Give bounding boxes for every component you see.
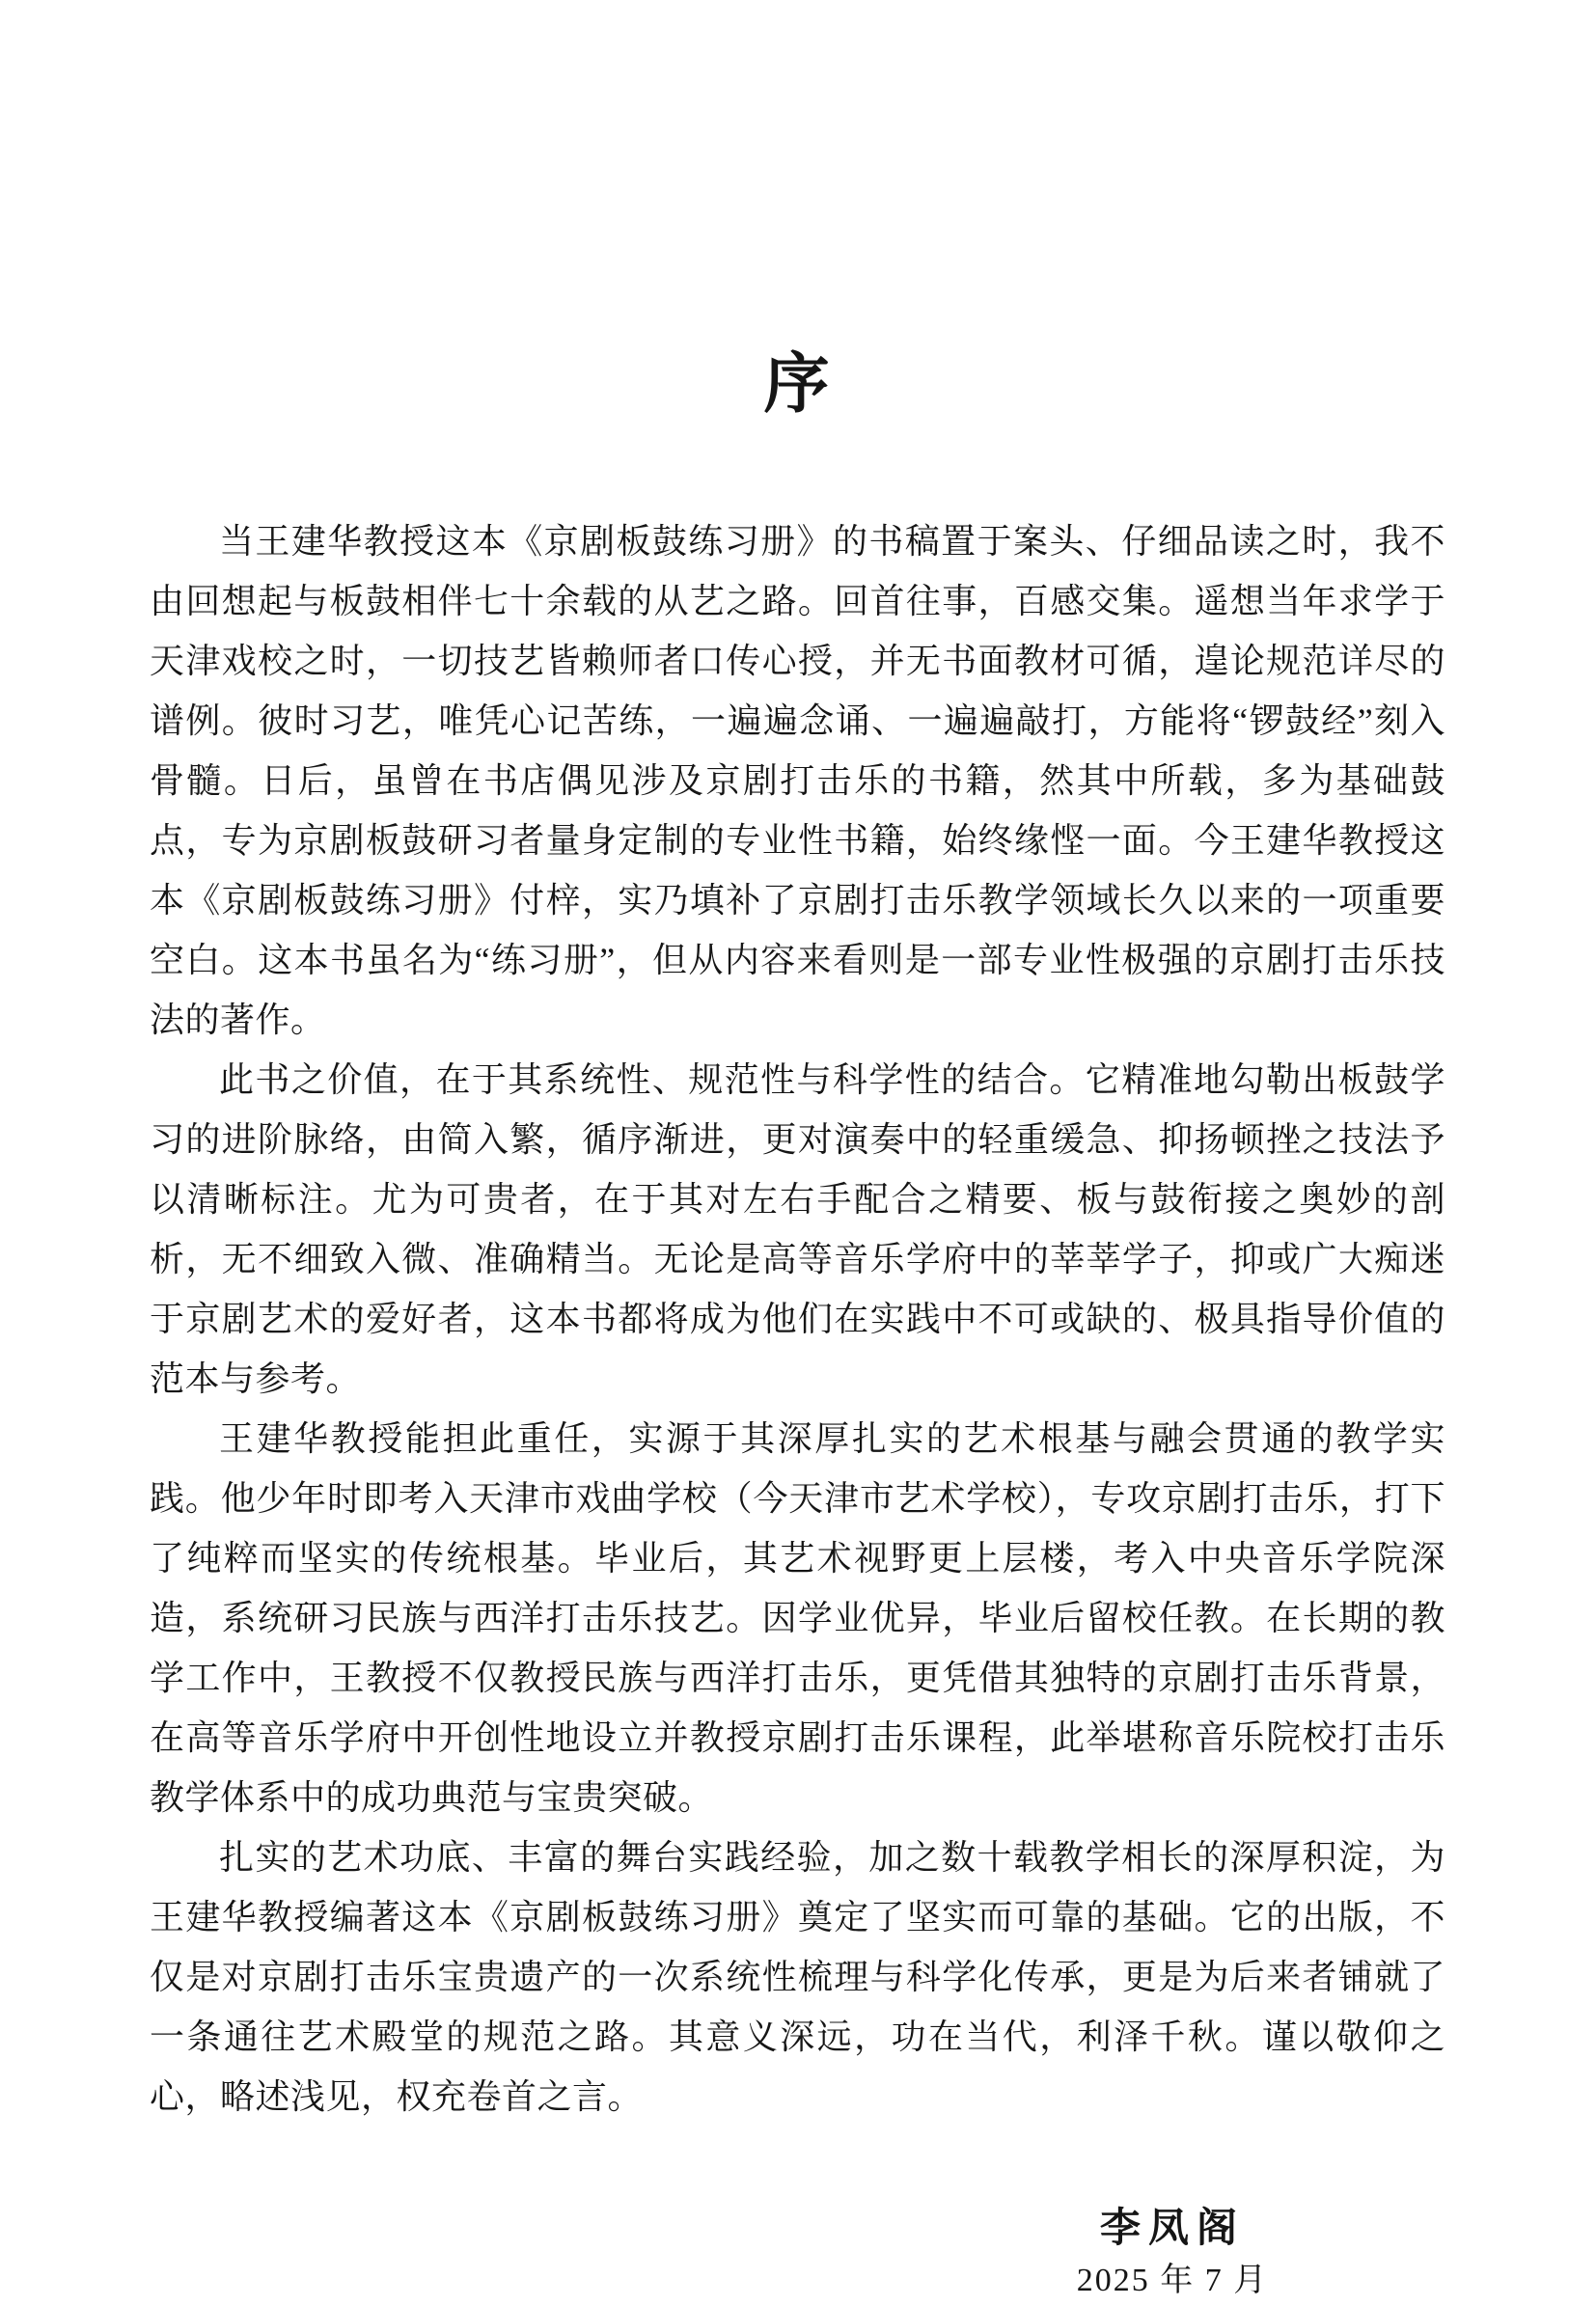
signature-block bbox=[1061, 2202, 1283, 2306]
text-column bbox=[150, 0, 1445, 2306]
preface-body bbox=[150, 511, 1445, 2127]
paragraph: 此书之价值，在于其系统性、规范性与科学性的结合。它精准地勾勒出板鼓学习的进阶脉络，由简入繁，循序渐进，更对演奏中的轻重缓急、抑扬顿挫之技法予以清晰标注。尤为可贵者，在于其对左右手配合之精要、板与鼓衔接之奥妙的剖析，无不细致入微、准确精当。无论是高等音乐学府中的莘莘学子，抑或广大痴迷于京剧艺术的爱好者，这本书都将成为他们在实践中不可或缺的、极具指导价值的范本与参考。 bbox=[150, 1060, 1445, 1398]
paragraph: 扎实的艺术功底、丰富的舞台实践经验，加之数十载教学相长的深厚积淀，为王建华教授编著这本《京剧板鼓练习册》奠定了坚实而可靠的基础。它的出版，不仅是对京剧打击乐宝贵遗产的一次系统性梳理与科学化传承，更是为后来者铺就了一条通往艺术殿堂的规范之路。其意义深远，功在当代，利泽千秋。谨以敬仰之心，略述浅见，权充卷首之言。 bbox=[150, 1838, 1445, 2116]
signature-date: 2025 年 7 月 bbox=[1076, 2263, 1269, 2298]
paragraph: 王建华教授能担此重任，实源于其深厚扎实的艺术根基与融会贯通的教学实践。他少年时即考入天津市戏曲学校（今天津市艺术学校），专攻京剧打击乐，打下了纯粹而坚实的传统根基。毕业后，其艺术视野更上层楼，考入中央音乐学院深造，系统研习民族与西洋打击乐技艺。因学业优异，毕业后留校任教。在长期的教学工作中，王教授不仅教授民族与西洋打击乐，更凭借其独特的京剧打击乐背景，在高等音乐学府中开创性地设立并教授京剧打击乐课程，此举堪称音乐院校打击乐教学体系中的成功典范与宝贵突破。 bbox=[150, 1419, 1445, 1817]
page-title: 序 bbox=[763, 347, 832, 421]
paragraph: 当王建华教授这本《京剧板鼓练习册》的书稿置于案头、仔细品读之时，我不由回想起与板鼓相伴七十余载的从艺之路。回首往事，百感交集。遥想当年求学于天津戏校之时，一切技艺皆赖师者口传心授，并无书面教材可循，遑论规范详尽的谱例。彼时习艺，唯凭心记苦练，一遍遍念诵、一遍遍敲打，方能将“锣鼓经”刻入骨髓。日后，虽曾在书店偶见涉及京剧打击乐的书籍，然其中所载，多为基础鼓点，专为京剧板鼓研习者量身定制的专业性书籍，始终缘悭一面。今王建华教授这本《京剧板鼓练习册》付梓，实乃填补了京剧打击乐教学领域长久以来的一项重要空白。这本书虽名为“练习册”，但从内容来看则是一部专业性极强的京剧打击乐技法的著作。 bbox=[150, 522, 1445, 1039]
signature-name: 李凤阁 bbox=[1099, 2207, 1245, 2251]
